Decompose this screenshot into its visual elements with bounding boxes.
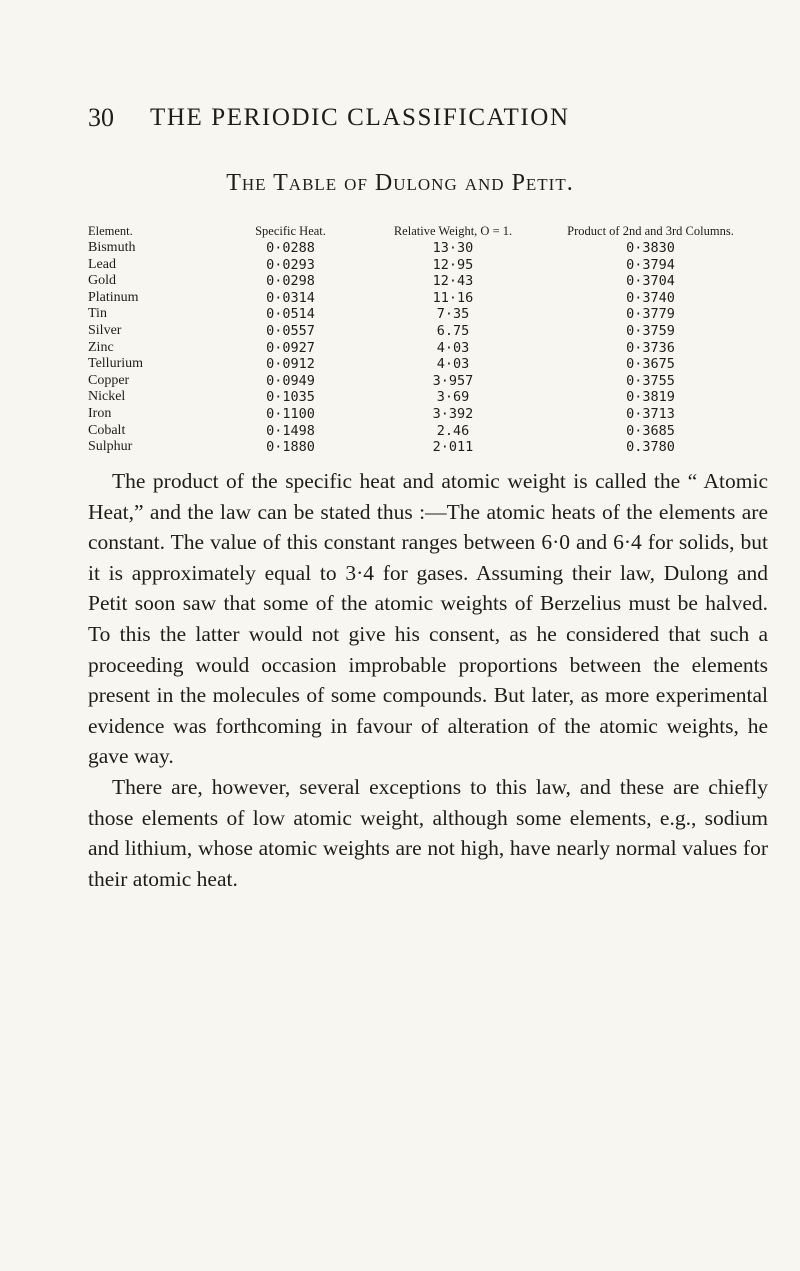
relative-weight-cell: 12·43 (432, 273, 474, 290)
element-cell: Sulphur (88, 439, 133, 455)
table-row (88, 389, 768, 406)
specific-heat-cell: 0·1100 (266, 405, 315, 422)
element-cell: Silver (88, 322, 122, 338)
product-cell: 0·3779 (626, 306, 675, 323)
relative-weight-cell: 3·392 (432, 405, 474, 422)
column-header-product: Product of 2nd and 3rd Columns. (567, 224, 734, 238)
element-cell: Lead (88, 256, 116, 272)
relative-weight-cell: 13·30 (432, 240, 474, 256)
specific-heat-cell: 0·0557 (266, 322, 315, 339)
specific-heat-cell: 0·0514 (266, 306, 315, 323)
element-cell: Iron (88, 405, 112, 421)
specific-heat-cell: 0·0949 (266, 372, 315, 389)
product-cell: 0·3675 (626, 356, 675, 373)
body-text (88, 466, 768, 894)
product-cell: 0·3819 (626, 389, 675, 406)
page-number: 30 (88, 103, 114, 132)
element-cell: Tellurium (88, 356, 144, 372)
product-cell: 0·3713 (626, 405, 675, 422)
relative-weight-cell: 2.46 (436, 422, 470, 439)
paragraph: The product of the specific heat and atomic weight is called the “ Atomic Heat,” and the law can be stated thus :—The atomic heats of the elements are constant. The value of this constant ranges between 6·0 and 6·4 for solids, but it is approximately equal to 3·4 for gases. Assuming their law, Dulong and Petit soon saw that some of the atomic weights of Berzelius must be halved. To this the latter would not give his consent, as he considered that such a proceeding would occasion improbable proportions between the elements present in the molecules of some compounds. But later, as more experimental evidence was forthcoming in favour of alteration of the atomic weights, he gave way. (88, 469, 768, 769)
table-row (88, 356, 768, 373)
relative-weight-cell: 3·957 (432, 372, 474, 389)
specific-heat-cell: 0·0912 (266, 356, 315, 373)
specific-heat-cell: 0·1035 (266, 389, 315, 406)
product-cell: 0·3794 (626, 256, 675, 273)
column-header-specific-heat: Specific Heat. (255, 224, 326, 238)
relative-weight-cell: 7·35 (436, 306, 470, 323)
element-cell: Copper (88, 372, 130, 388)
table-row (88, 373, 768, 390)
element-cell: Cobalt (88, 422, 126, 438)
element-cell: Zinc (88, 339, 114, 355)
relative-weight-cell: 11·16 (432, 289, 474, 306)
element-cell: Tin (88, 306, 107, 322)
specific-heat-cell: 0·0927 (266, 339, 315, 356)
product-cell: 0·3704 (626, 273, 675, 290)
product-cell: 0.3780 (626, 439, 675, 456)
table-row (88, 340, 768, 357)
table-row (88, 406, 768, 423)
running-head (0, 103, 800, 143)
specific-heat-cell: 0·0314 (266, 289, 315, 306)
relative-weight-cell: 6.75 (436, 322, 470, 339)
table-row (88, 306, 768, 323)
paragraph: There are, however, several exceptions to this law, and these are chiefly those elements of low atomic weight, although some elements, e.g., sodium and lithium, whose atomic weights are not high, have nearly normal values for their atomic heat. (88, 774, 768, 891)
relative-weight-cell: 3·69 (436, 389, 470, 406)
relative-weight-cell: 4·03 (436, 339, 470, 356)
table-body (88, 240, 768, 456)
table-row (88, 257, 768, 274)
element-cell: Nickel (88, 389, 126, 405)
specific-heat-cell: 0·0288 (266, 240, 315, 256)
specific-heat-cell: 0·1880 (266, 439, 315, 456)
table-row (88, 273, 768, 290)
column-header-relative-weight: Relative Weight, O = 1. (393, 224, 513, 238)
element-cell: Bismuth (88, 240, 136, 255)
product-cell: 0·3759 (626, 322, 675, 339)
dulong-petit-table (88, 224, 768, 456)
book-title: THE PERIODIC CLASSIFICATION (150, 104, 570, 131)
specific-heat-cell: 0·1498 (266, 422, 315, 439)
table-row (88, 290, 768, 307)
table-row (88, 240, 768, 257)
column-header-element: Element. (88, 224, 133, 238)
relative-weight-cell: 2·011 (432, 439, 474, 456)
table-row (88, 423, 768, 440)
table-header-row (88, 224, 768, 240)
product-cell: 0·3830 (626, 240, 675, 256)
relative-weight-cell: 4·03 (436, 356, 470, 373)
relative-weight-cell: 12·95 (432, 256, 474, 273)
product-cell: 0·3736 (626, 339, 675, 356)
table-row (88, 323, 768, 340)
specific-heat-cell: 0·0298 (266, 273, 315, 290)
element-cell: Platinum (88, 289, 139, 305)
product-cell: 0·3685 (626, 422, 675, 439)
product-cell: 0·3740 (626, 289, 675, 306)
product-cell: 0·3755 (626, 372, 675, 389)
element-cell: Gold (88, 273, 116, 289)
specific-heat-cell: 0·0293 (266, 256, 315, 273)
section-title: The Table of Dulong and Petit. (226, 170, 574, 196)
table-row (88, 439, 768, 456)
